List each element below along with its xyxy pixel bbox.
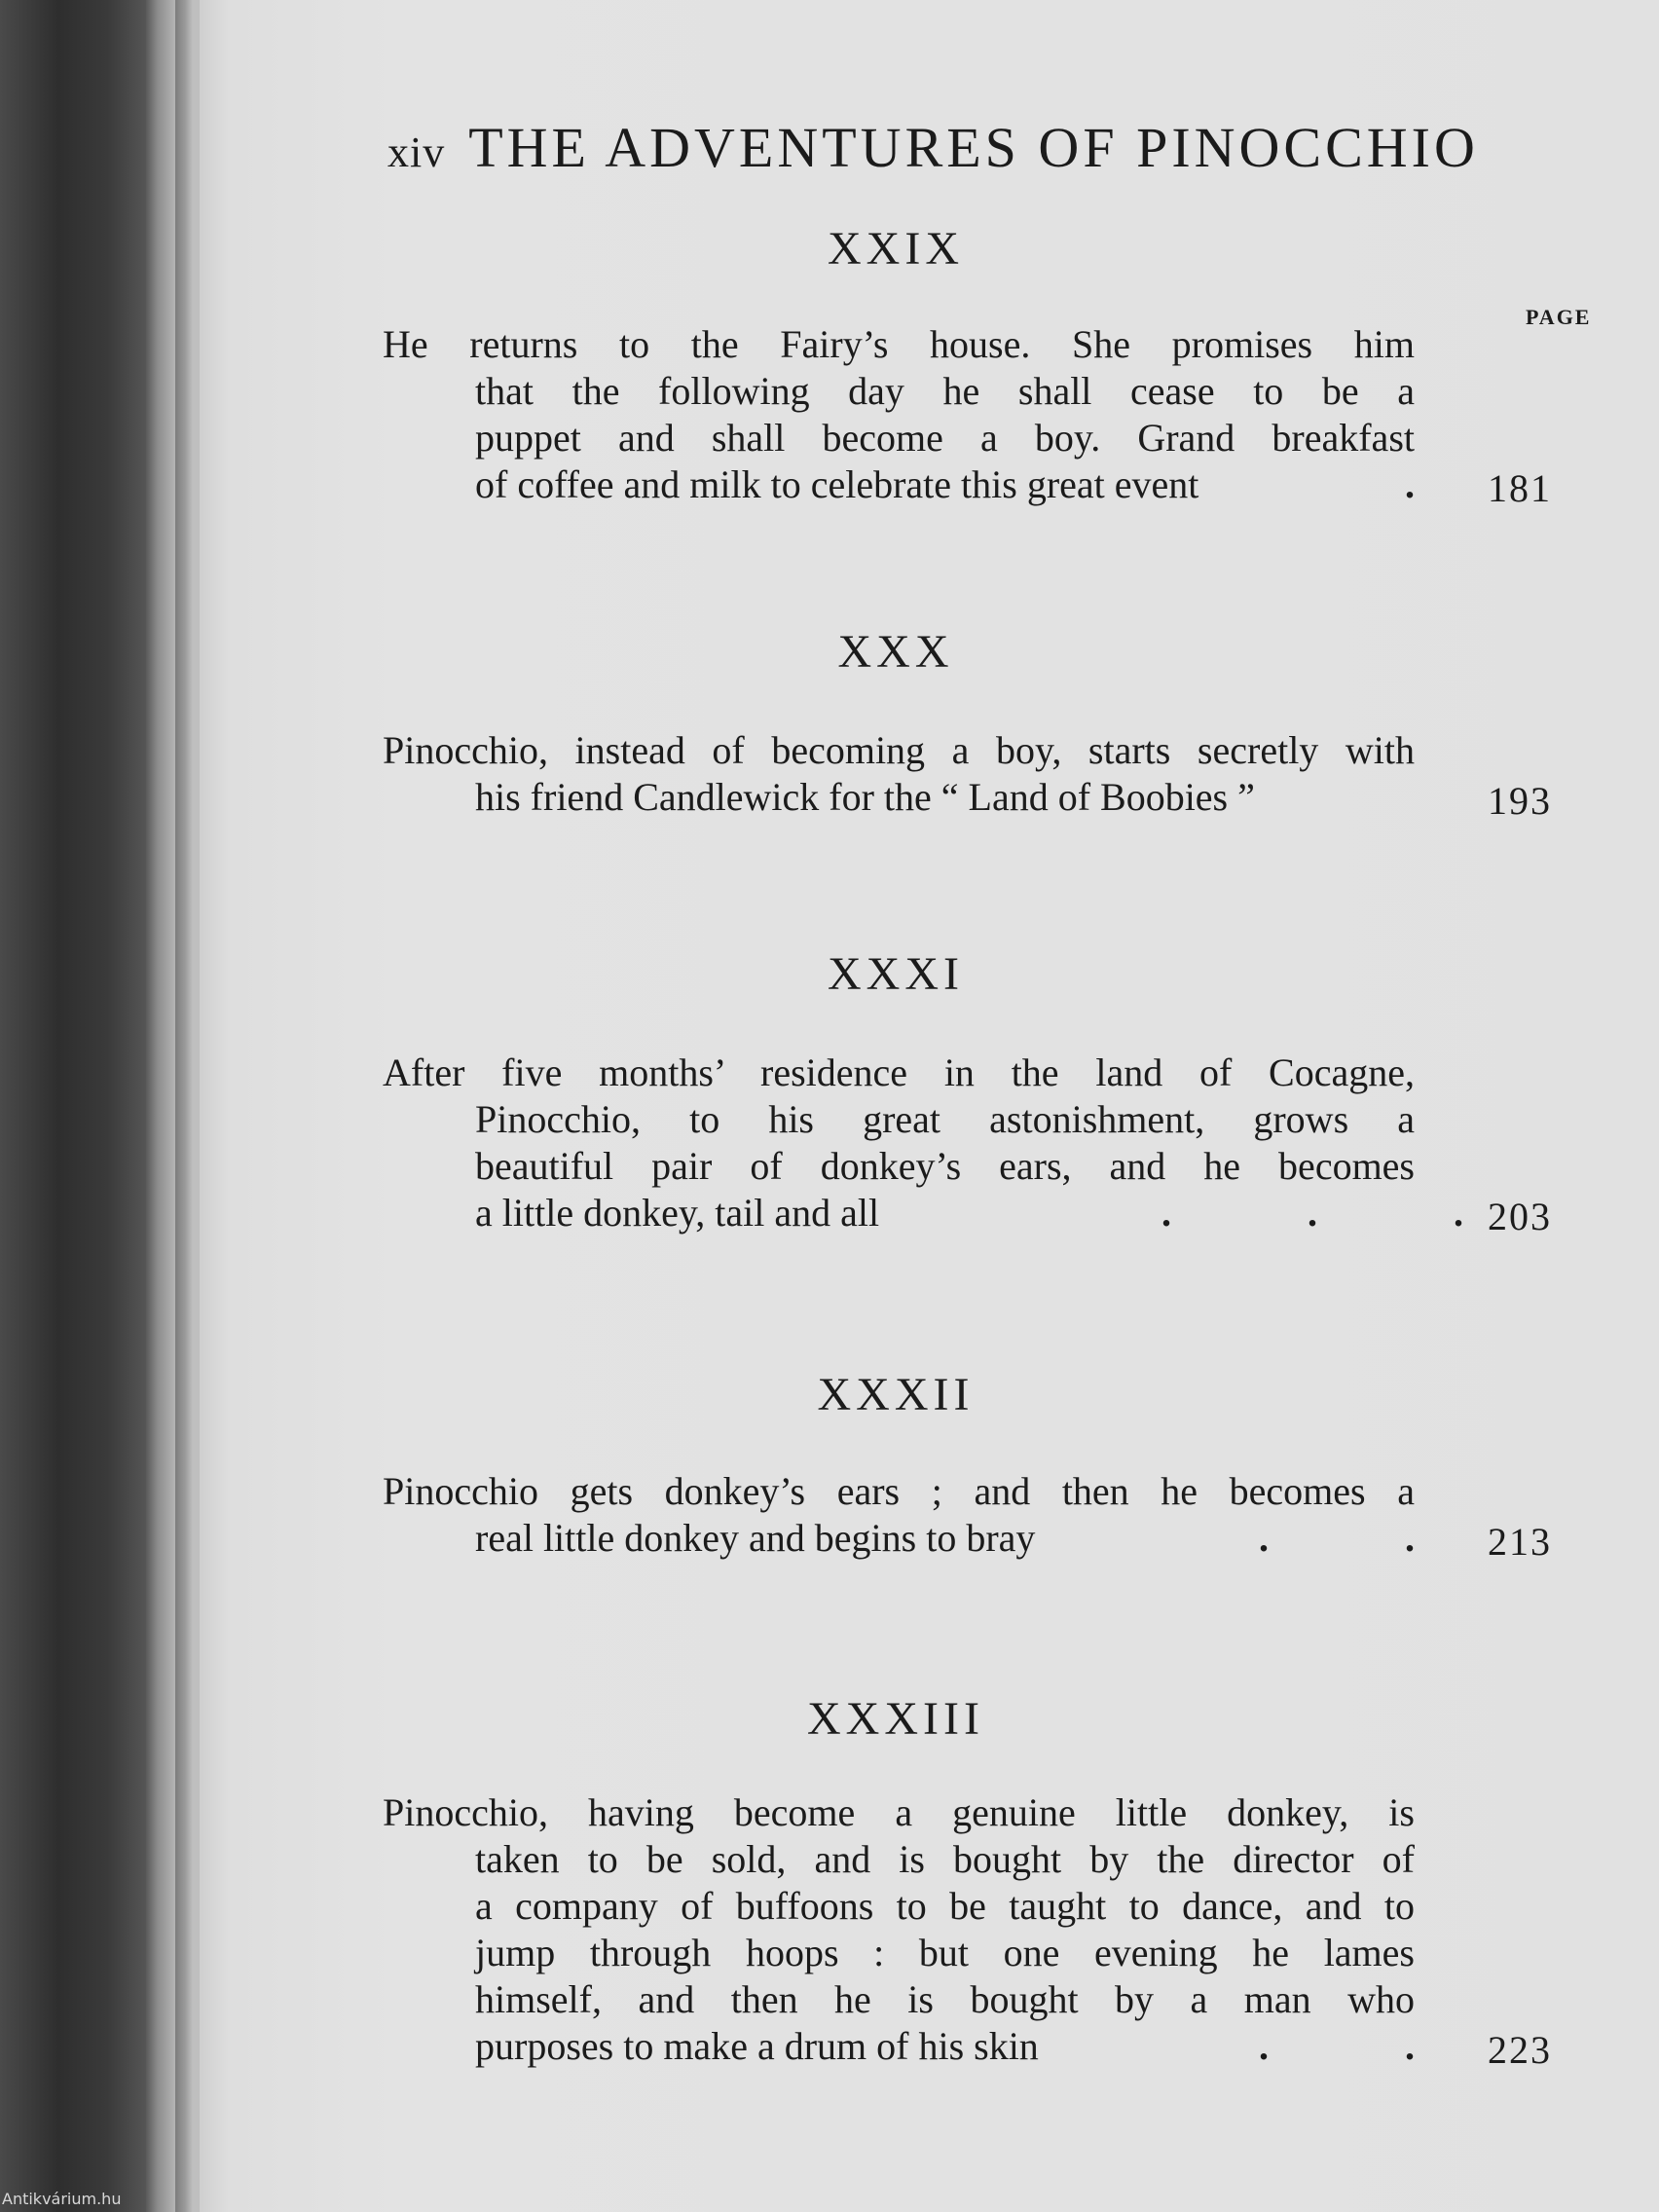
entry-line: Pinocchio gets donkey’s ears ; and then he becomes a (383, 1469, 1415, 1513)
chapter-entry-xxxiii (383, 1789, 1609, 2070)
entry-line: his friend Candlewick for the “ Land of Boobies ” 193 (475, 775, 1552, 823)
book-page (200, 0, 1659, 2212)
entry-line: that the following day he shall cease to be a (475, 369, 1415, 413)
entry-line: taken to be sold, and is bought by the director of (475, 1837, 1415, 1881)
entry-line: a company of buffoons to be taught to dance, and to (475, 1884, 1415, 1928)
entry-line: Pinocchio, instead of becoming a boy, starts secretly with (383, 728, 1415, 772)
book-title: THE ADVENTURES OF PINOCCHIO (468, 116, 1479, 179)
chapter-number-xxxii: XXXII (817, 1369, 975, 1420)
chapter-number-xxxi: XXXI (828, 948, 964, 1000)
leader-dots: . . (1259, 1516, 1415, 1560)
entry-line: Pinocchio, having become a genuine little donkey, is (383, 1790, 1415, 1834)
watermark: Antikvárium.hu (2, 2190, 122, 2208)
entry-line: purposes to make a drum of his skin . . 223 (475, 2024, 1552, 2072)
running-head (387, 115, 1479, 180)
page-number: 181 (1488, 466, 1552, 510)
leader-dots: . . . (1161, 1191, 1463, 1235)
chapter-entry-xxxi (383, 1050, 1609, 1236)
chapter-number-xxix: XXIX (828, 223, 964, 275)
book-spine-edge (146, 0, 175, 2212)
entry-line: beautiful pair of donkey’s ears, and he becomes (475, 1144, 1415, 1188)
chapter-number-xxxiii: XXXIII (807, 1693, 984, 1745)
entry-line: Pinocchio, to his great astonishment, grows a (475, 1097, 1415, 1141)
page-folio: xiv (387, 129, 446, 176)
leader-dots: . . (1259, 2024, 1415, 2068)
page-number: 203 (1488, 1195, 1552, 1238)
chapter-entry-xxix (383, 321, 1609, 508)
entry-line: jump through hoops : but one evening he lames (475, 1931, 1415, 1974)
page-number: 223 (1488, 2028, 1552, 2072)
entry-line: He returns to the Fairy’s house. She promises him (383, 322, 1415, 366)
entry-line: puppet and shall become a boy. Grand breakfast (475, 416, 1415, 460)
entry-line: a little donkey, tail and all . . . 203 (475, 1191, 1552, 1238)
chapter-number-xxx: XXX (837, 626, 954, 678)
chapter-entry-xxx (383, 727, 1609, 821)
entry-line: real little donkey and begins to bray . . 213 (475, 1516, 1552, 1564)
leader-dots: . (1405, 462, 1415, 506)
entry-line: himself, and then he is bought by a man who (475, 1977, 1415, 2021)
chapter-entry-xxxii (383, 1468, 1609, 1562)
page-number: 193 (1488, 779, 1552, 823)
entry-line: After five months’ residence in the land of Cocagne, (383, 1051, 1415, 1094)
entry-line: of coffee and milk to celebrate this great event . 181 (475, 462, 1552, 510)
page-number: 213 (1488, 1520, 1552, 1564)
page-column-label: PAGE (1526, 305, 1592, 329)
